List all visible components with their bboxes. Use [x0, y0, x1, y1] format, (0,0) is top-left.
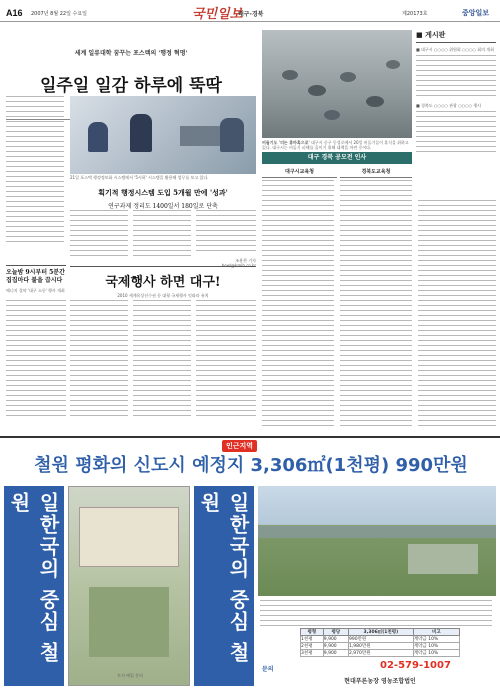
monitor [180, 126, 220, 146]
lead-body-col1 [6, 96, 64, 246]
issue-number: 제20173호 [402, 11, 428, 17]
story3-subhead: 2010 세계육상선수권 등 대형 국제행사 잇따라 유치 [117, 293, 209, 298]
ad-tag: 인근지역 [222, 440, 257, 452]
lead-photo-caption: 21일 포스텍 행정정보화 시스템에서 '5시하' 시스템을 활용해 업무를 보고 있다. [70, 175, 209, 180]
table-cell: 1,980만원 [348, 643, 413, 650]
ad-contact-label: 문의 [262, 666, 274, 673]
pigeon-caption-title: 비둘기도 '더는 휴마혹으로' [262, 140, 310, 145]
ad-field-image [89, 587, 169, 657]
story2-headline: 획기적 행정시스템 도입 5개월 만에 '성과' [98, 188, 228, 197]
sidebar-title: ■ 게시판 [416, 30, 496, 43]
sidebar-board [416, 30, 496, 190]
table-header: 비고 [413, 629, 459, 636]
pigeon-caption [262, 140, 412, 150]
pigeon [340, 72, 356, 82]
ad-mountain [258, 526, 496, 538]
newspaper-logo: 국민일보 [192, 7, 243, 22]
table-header: 평당 [323, 629, 348, 636]
ad-vertical-left-text: 일한국의 중심 철원 [7, 492, 60, 664]
story3-col1 [70, 300, 128, 420]
issue-date: 2007년 8월 22일 수요일 [31, 11, 88, 17]
table-row [301, 643, 460, 650]
ad-price-table [300, 628, 460, 657]
table-cell: 계약금 10% [413, 650, 459, 657]
pigeon [324, 110, 340, 120]
person-figure [88, 122, 108, 152]
small-story-body [6, 300, 66, 420]
story3 [70, 266, 256, 298]
story2 [70, 188, 256, 210]
table-header: 3,306㎡(1천평) [348, 629, 413, 636]
paper-name: 중앙일보 [462, 9, 490, 17]
table-cell: 9,900 [323, 636, 348, 643]
pigeon [366, 96, 384, 107]
pigeon [308, 85, 326, 96]
feature-col1-title: 대구시교육청 [262, 168, 337, 178]
table-cell: 990만원 [348, 636, 413, 643]
page-number: A16 [6, 8, 23, 18]
feature-col2-title: 경북도교육청 [340, 168, 412, 178]
small-story [6, 265, 66, 293]
lead-headline: 일주일 일감 하루에 뚝딱 [40, 76, 222, 96]
story2-byline: 조용찬 기자 bowl@kmib.co.kr [221, 258, 256, 268]
sidebar-item: ■ 경북도 ○○○○ 관광 ○○○○ 행사 [416, 103, 482, 108]
story3-headline: 국제행사 하면 대구! [105, 275, 221, 290]
story2-subhead: 연구과제 정리도 1400일서 180일로 단축 [108, 203, 218, 210]
table-header-row [301, 629, 460, 636]
feature-col3 [418, 200, 496, 430]
ad-map-photo [68, 486, 190, 686]
feature-banner: 대구 경북 공모전 인사 [262, 152, 412, 164]
table-row [301, 650, 460, 657]
ad-map-caption: 토지 매입 문의 [117, 673, 143, 678]
ad-company: 현대푸른농장 영농조합법인 [344, 678, 416, 685]
person-figure [130, 114, 152, 152]
lead-photo [70, 96, 256, 174]
table-cell: 9,900 [323, 643, 348, 650]
pigeon [386, 60, 400, 69]
small-story-subhead: 에너지 절약 '대구 소등' 행사 개최 [6, 288, 65, 293]
story3-col2 [133, 300, 191, 420]
section-region: 대구·경북 [238, 11, 264, 18]
table-cell: 9,900 [323, 650, 348, 657]
ad-info-text [260, 600, 492, 628]
ad-vertical-right [194, 486, 254, 686]
sidebar-item-body [416, 55, 496, 99]
ad-landscape-photo [258, 486, 496, 596]
table-row [301, 636, 460, 643]
ad-field [408, 544, 478, 574]
table-cell: 3천평 [301, 650, 324, 657]
person-figure [220, 118, 244, 152]
lead-kicker: 세계 일류대학 꿈꾸는 포스텍의 '행정 혁명' [74, 50, 188, 57]
table-cell: 1천평 [301, 636, 324, 643]
table-cell: 2천평 [301, 643, 324, 650]
ad-vertical-left [4, 486, 64, 686]
table-header: 평형 [301, 629, 324, 636]
sidebar-item: ■ 대구시 ○○○○ 위원회 ○○○○ 회의 개최 [416, 47, 494, 52]
pigeon-caption-text: 대구시 중구 동성로에서 20일 비둘기들이 휴식을 취하고 있다. 대구시는 비둘기 피해를 줄이기 위해 대책을 마련 중이다. [262, 140, 409, 150]
pigeon [282, 70, 298, 80]
feature-col1 [262, 180, 334, 430]
story2-col3 [196, 210, 256, 256]
story2-col2 [133, 210, 191, 262]
pigeon-photo [262, 30, 412, 138]
ad-phone: 02-579-1007 [380, 660, 451, 671]
small-story-headline: 오늘밤 9시부터 5분간 집집마다 불을 끕시다 [6, 269, 65, 284]
ad-headline: 철원 평화의 신도시 예정지 3,306㎡(1천평) 990만원 [34, 455, 468, 476]
table-cell: 계약금 10% [413, 643, 459, 650]
story3-col3 [196, 300, 256, 420]
table-cell: 계약금 10% [413, 636, 459, 643]
ad-vertical-right-text: 일한국의 중심 철원 [197, 492, 250, 664]
sidebar-item-body [416, 111, 496, 155]
table-cell: 2,970만원 [348, 650, 413, 657]
story2-col1 [70, 210, 128, 262]
ad-book-cover [79, 507, 179, 567]
feature-col2 [340, 180, 412, 430]
